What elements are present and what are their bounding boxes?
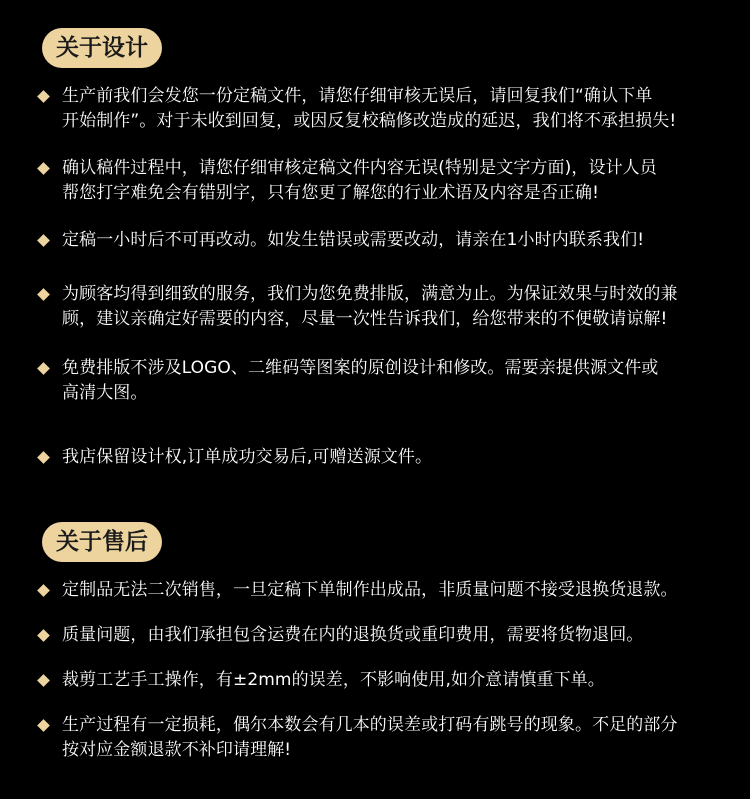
design-item-text: 生产前我们会发您一份定稿文件，请您仔细审核无误后，请回复我们“确认下单 开始制作”。对于未收到回复，或因反复校稿修改造成的延迟，我们将不承担损失! [62,86,677,131]
after-sales-item-text: 裁剪工艺手工操作，有±2mm的误差，不影响使用,如介意请慎重下单。 [62,670,605,690]
after-sales-item-text: 生产过程有一定损耗，偶尔本数会有几本的误差或打码有跳号的现象。不足的部分 按对应金额退款不补印请理解! [62,715,678,760]
design-item-text: 确认稿件过程中，请您仔细审核定稿文件内容无误(特别是文字方面)，设计人员 帮您打字难免会有错别字，只有您更了解您的行业术语及内容是否正确! [62,158,657,203]
design-item-text: 为顾客均得到细致的服务，我们为您免费排版，满意为止。为保证效果与时效的兼 顾，建议亲确定好需要的内容，尽量一次性告诉我们，给您带来的不便敬请谅解! [62,284,678,329]
diamond-bullet-icon [37,629,50,642]
after-sales-item-text: 质量问题，由我们承担包含运费在内的退换货或重印费用，需要将货物退回。 [62,625,644,645]
diamond-bullet-icon [37,288,50,301]
diamond-bullet-icon [37,584,50,597]
diamond-bullet-icon [37,451,50,464]
diamond-bullet-icon [37,234,50,247]
diamond-bullet-icon [37,719,50,732]
diamond-bullet-icon [37,90,50,103]
design-item-text: 定稿一小时后不可再改动。如发生错误或需要改动，请亲在1小时内联系我们! [62,230,645,250]
diamond-bullet-icon [37,162,50,175]
design-item-text: 免费排版不涉及LOGO、二维码等图案的原创设计和修改。需要亲提供源文件或 高清大图。 [62,358,659,403]
section-title-after-sales: 关于售后 [42,522,162,562]
after-sales-item-text: 定制品无法二次销售，一旦定稿下单制作出成品，非质量问题不接受退换货退款。 [62,580,678,600]
design-item-text: 我店保留设计权,订单成功交易后,可赠送源文件。 [62,447,433,467]
diamond-bullet-icon [37,674,50,687]
section-title-design: 关于设计 [42,28,162,68]
diamond-bullet-icon [37,362,50,375]
